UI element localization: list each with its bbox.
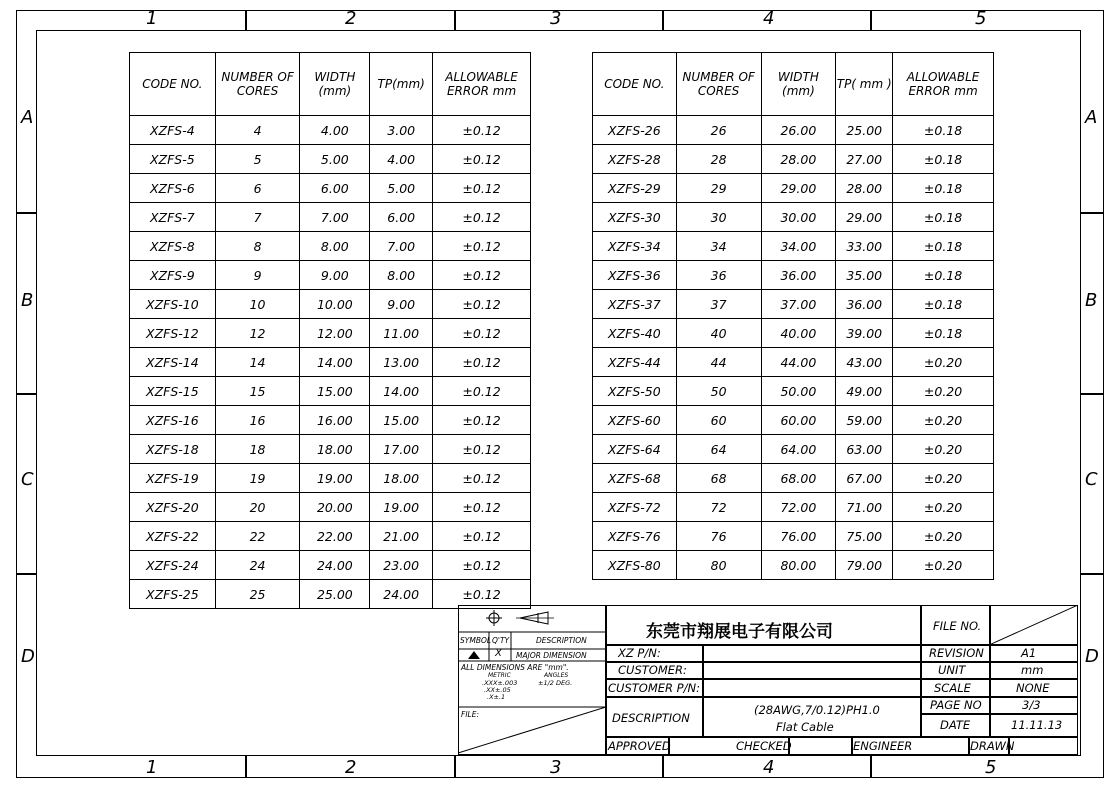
header-number-of-cores: NUMBER OF CORES — [676, 53, 761, 116]
cell-tp: 28.00 — [836, 174, 893, 203]
metric-label: METRIC — [488, 672, 511, 679]
zone-right-a: A — [1085, 107, 1098, 128]
cell-cores: 29 — [676, 174, 761, 203]
zone-top-3: 3 — [550, 8, 562, 29]
angles-label: ANGLES — [544, 672, 569, 679]
checked-label: CHECKED — [736, 739, 792, 753]
file-label: FILE: — [461, 710, 479, 719]
cell-tp: 11.00 — [370, 319, 433, 348]
cell-error: ±0.18 — [893, 145, 994, 174]
cell-code-no: XZFS-8 — [130, 232, 216, 261]
cell-tp: 43.00 — [836, 348, 893, 377]
zone-bottom-2: 2 — [345, 757, 357, 778]
zone-bottom-5: 5 — [985, 757, 997, 778]
cell-cores: 20 — [215, 493, 300, 522]
cell-error: ±0.12 — [433, 319, 531, 348]
engineer-label: ENGINEER — [853, 739, 913, 753]
header-number-of-cores: NUMBER OF CORES — [215, 53, 300, 116]
cell-cores: 5 — [215, 145, 300, 174]
table-row — [593, 522, 994, 551]
tolerance-x: .X±.1 — [487, 693, 506, 701]
cell-code-no: XZFS-50 — [593, 377, 677, 406]
cell-width: 34.00 — [761, 232, 836, 261]
cell-width: 8.00 — [300, 232, 370, 261]
unit-label: UNIT — [938, 663, 966, 677]
cell-cores: 40 — [676, 319, 761, 348]
cell-error: ±0.20 — [893, 551, 994, 580]
table-row — [593, 290, 994, 319]
desc-header: DESCRIPTION — [536, 636, 587, 645]
cell-width: 37.00 — [761, 290, 836, 319]
cell-cores: 36 — [676, 261, 761, 290]
cell-tp: 27.00 — [836, 145, 893, 174]
header-allowable-error: ALLOWABLE ERROR mm — [893, 53, 994, 116]
cell-cores: 50 — [676, 377, 761, 406]
cell-tp: 7.00 — [370, 232, 433, 261]
cell-code-no: XZFS-22 — [130, 522, 216, 551]
customer-pn-label: CUSTOMER P/N: — [608, 681, 700, 695]
zone-bottom-3: 3 — [550, 757, 562, 778]
cell-error: ±0.12 — [433, 290, 531, 319]
table-row — [130, 377, 531, 406]
cell-code-no: XZFS-37 — [593, 290, 677, 319]
cell-code-no: XZFS-6 — [130, 174, 216, 203]
cell-error: ±0.12 — [433, 406, 531, 435]
zone-divider — [16, 212, 36, 214]
file-no-diagonal — [989, 605, 1078, 645]
cell-code-no: XZFS-15 — [130, 377, 216, 406]
table-row — [130, 406, 531, 435]
qty-value: X — [495, 648, 502, 659]
cell-code-no: XZFS-40 — [593, 319, 677, 348]
cell-cores: 30 — [676, 203, 761, 232]
cell-cores: 12 — [215, 319, 300, 348]
description-line-1: (28AWG,7/0.12)PH1.0 — [754, 703, 880, 717]
cell-tp: 49.00 — [836, 377, 893, 406]
zone-divider — [1081, 393, 1104, 395]
cell-error: ±0.12 — [433, 551, 531, 580]
zone-divider — [245, 756, 247, 778]
drawn-label: DRAWN — [970, 739, 1015, 753]
cell-width: 24.00 — [300, 551, 370, 580]
cell-width: 68.00 — [761, 464, 836, 493]
table-row — [130, 348, 531, 377]
table-row — [593, 174, 994, 203]
table-row — [593, 551, 994, 580]
approved-label: APPROVED — [608, 739, 671, 753]
cell-cores: 4 — [215, 116, 300, 145]
cell-cores: 8 — [215, 232, 300, 261]
file-no-label: FILE NO. — [933, 619, 982, 633]
cell-tp: 71.00 — [836, 493, 893, 522]
cell-tp: 4.00 — [370, 145, 433, 174]
zone-top-2: 2 — [345, 8, 357, 29]
zone-divider — [1081, 573, 1104, 575]
cell-error: ±0.20 — [893, 348, 994, 377]
table-row — [593, 348, 994, 377]
header-width: WIDTH (mm) — [761, 53, 836, 116]
zone-divider — [454, 10, 456, 30]
table-row — [130, 261, 531, 290]
cell-code-no: XZFS-18 — [130, 435, 216, 464]
cell-width: 22.00 — [300, 522, 370, 551]
table-row — [593, 145, 994, 174]
table-row — [130, 319, 531, 348]
cell-width: 64.00 — [761, 435, 836, 464]
header-tp: TP( mm ) — [836, 53, 893, 116]
cell-width: 5.00 — [300, 145, 370, 174]
cell-error: ±0.12 — [433, 522, 531, 551]
table-row — [593, 203, 994, 232]
table-header-row — [130, 53, 531, 116]
cell-cores: 60 — [676, 406, 761, 435]
cell-tp: 13.00 — [370, 348, 433, 377]
cell-error: ±0.18 — [893, 116, 994, 145]
cell-cores: 9 — [215, 261, 300, 290]
qty-header: Q'TY — [492, 636, 510, 645]
table-row — [130, 493, 531, 522]
cell-width: 4.00 — [300, 116, 370, 145]
cell-code-no: XZFS-44 — [593, 348, 677, 377]
cell-tp: 33.00 — [836, 232, 893, 261]
cell-code-no: XZFS-20 — [130, 493, 216, 522]
cell-tp: 8.00 — [370, 261, 433, 290]
cell-code-no: XZFS-14 — [130, 348, 216, 377]
angle-tolerance: ±1/2 DEG. — [538, 679, 573, 687]
zone-divider — [870, 756, 872, 778]
zone-top-1: 1 — [146, 8, 158, 29]
cell-width: 44.00 — [761, 348, 836, 377]
cell-cores: 16 — [215, 406, 300, 435]
label-divider — [702, 645, 704, 697]
cell-error: ±0.20 — [893, 377, 994, 406]
cell-cores: 26 — [676, 116, 761, 145]
cell-tp: 75.00 — [836, 522, 893, 551]
cell-cores: 44 — [676, 348, 761, 377]
zone-bottom-4: 4 — [763, 757, 775, 778]
cell-code-no: XZFS-68 — [593, 464, 677, 493]
revision-label: REVISION — [929, 646, 984, 660]
cell-code-no: XZFS-72 — [593, 493, 677, 522]
cell-code-no: XZFS-4 — [130, 116, 216, 145]
cell-code-no: XZFS-9 — [130, 261, 216, 290]
table-row — [130, 203, 531, 232]
cell-error: ±0.20 — [893, 406, 994, 435]
zone-top-4: 4 — [763, 8, 775, 29]
table-row — [593, 377, 994, 406]
zone-left-b: B — [21, 290, 34, 311]
cell-tp: 5.00 — [370, 174, 433, 203]
zone-left-d: D — [21, 646, 35, 667]
table-row — [593, 319, 994, 348]
header-tp: TP(mm) — [370, 53, 433, 116]
cell-width: 60.00 — [761, 406, 836, 435]
cell-error: ±0.12 — [433, 580, 531, 609]
table-row — [130, 145, 531, 174]
zone-top-5: 5 — [975, 8, 987, 29]
cell-tp: 39.00 — [836, 319, 893, 348]
cell-error: ±0.12 — [433, 377, 531, 406]
cell-code-no: XZFS-25 — [130, 580, 216, 609]
cell-tp: 3.00 — [370, 116, 433, 145]
cell-width: 14.00 — [300, 348, 370, 377]
cell-code-no: XZFS-24 — [130, 551, 216, 580]
cell-cores: 80 — [676, 551, 761, 580]
cell-width: 72.00 — [761, 493, 836, 522]
date-label: DATE — [940, 718, 971, 732]
cell-error: ±0.12 — [433, 493, 531, 522]
cell-error: ±0.18 — [893, 261, 994, 290]
dims-note: ALL DIMENSIONS ARE "mm". — [461, 663, 569, 672]
cell-width: 6.00 — [300, 174, 370, 203]
zone-divider — [16, 393, 36, 395]
zone-left-a: A — [21, 107, 34, 128]
table-row — [130, 464, 531, 493]
cell-error: ±0.18 — [893, 232, 994, 261]
cell-error: ±0.12 — [433, 203, 531, 232]
cell-error: ±0.20 — [893, 435, 994, 464]
cell-width: 29.00 — [761, 174, 836, 203]
cell-cores: 18 — [215, 435, 300, 464]
cell-code-no: XZFS-29 — [593, 174, 677, 203]
zone-right-b: B — [1085, 290, 1098, 311]
cell-cores: 19 — [215, 464, 300, 493]
cell-tp: 25.00 — [836, 116, 893, 145]
cell-width: 36.00 — [761, 261, 836, 290]
xz-pn-label: XZ P/N: — [618, 646, 661, 660]
table-row — [130, 232, 531, 261]
cell-width: 16.00 — [300, 406, 370, 435]
cell-width: 80.00 — [761, 551, 836, 580]
cell-cores: 15 — [215, 377, 300, 406]
table-row — [130, 551, 531, 580]
cell-error: ±0.12 — [433, 145, 531, 174]
page-no-value: 3/3 — [1022, 698, 1041, 712]
cell-cores: 76 — [676, 522, 761, 551]
cell-tp: 36.00 — [836, 290, 893, 319]
cell-code-no: XZFS-76 — [593, 522, 677, 551]
cell-width: 50.00 — [761, 377, 836, 406]
cell-width: 12.00 — [300, 319, 370, 348]
tolerance-xx: .XX±.05 — [484, 686, 511, 694]
cell-tp: 59.00 — [836, 406, 893, 435]
cell-tp: 24.00 — [370, 580, 433, 609]
cell-cores: 72 — [676, 493, 761, 522]
cell-cores: 24 — [215, 551, 300, 580]
cell-error: ±0.18 — [893, 319, 994, 348]
cell-cores: 7 — [215, 203, 300, 232]
table-row — [593, 435, 994, 464]
cell-code-no: XZFS-60 — [593, 406, 677, 435]
cell-width: 19.00 — [300, 464, 370, 493]
cell-error: ±0.18 — [893, 203, 994, 232]
cell-code-no: XZFS-30 — [593, 203, 677, 232]
cell-width: 25.00 — [300, 580, 370, 609]
cell-error: ±0.18 — [893, 290, 994, 319]
cell-code-no: XZFS-5 — [130, 145, 216, 174]
zone-right-c: C — [1085, 469, 1098, 490]
company-name: 东莞市翔展电子有限公司 — [646, 622, 833, 642]
table-row — [593, 464, 994, 493]
cell-code-no: XZFS-12 — [130, 319, 216, 348]
cell-tp: 29.00 — [836, 203, 893, 232]
cell-tp: 18.00 — [370, 464, 433, 493]
tolerance-xxx: .XXX±.003 — [482, 679, 518, 687]
cell-cores: 28 — [676, 145, 761, 174]
cell-cores: 10 — [215, 290, 300, 319]
table-row — [130, 522, 531, 551]
cell-code-no: XZFS-34 — [593, 232, 677, 261]
cell-error: ±0.12 — [433, 435, 531, 464]
scale-value: NONE — [1016, 681, 1050, 695]
cell-cores: 64 — [676, 435, 761, 464]
header-code-no: CODE NO. — [130, 53, 216, 116]
description-label: DESCRIPTION — [612, 711, 690, 725]
cell-code-no: XZFS-80 — [593, 551, 677, 580]
description-line-2: Flat Cable — [776, 720, 834, 734]
cell-code-no: XZFS-19 — [130, 464, 216, 493]
cell-error: ±0.12 — [433, 464, 531, 493]
cell-width: 20.00 — [300, 493, 370, 522]
zone-divider — [1081, 212, 1104, 214]
cell-tp: 15.00 — [370, 406, 433, 435]
cell-width: 40.00 — [761, 319, 836, 348]
table-header-row — [593, 53, 994, 116]
zone-right-d: D — [1085, 646, 1099, 667]
cell-cores: 14 — [215, 348, 300, 377]
cell-tp: 9.00 — [370, 290, 433, 319]
cell-code-no: XZFS-16 — [130, 406, 216, 435]
cell-error: ±0.18 — [893, 174, 994, 203]
cell-width: 7.00 — [300, 203, 370, 232]
cell-tp: 17.00 — [370, 435, 433, 464]
right-spec-table — [592, 52, 994, 580]
cell-code-no: XZFS-64 — [593, 435, 677, 464]
cell-error: ±0.12 — [433, 261, 531, 290]
cell-cores: 25 — [215, 580, 300, 609]
desc-value: MAJOR DIMENSION — [516, 651, 587, 660]
scale-label: SCALE — [934, 681, 971, 695]
table-row — [593, 116, 994, 145]
cell-width: 76.00 — [761, 522, 836, 551]
cell-width: 9.00 — [300, 261, 370, 290]
table-row — [593, 493, 994, 522]
table-row — [130, 435, 531, 464]
cell-code-no: XZFS-36 — [593, 261, 677, 290]
cell-tp: 19.00 — [370, 493, 433, 522]
zone-divider — [662, 756, 664, 778]
cell-width: 18.00 — [300, 435, 370, 464]
description-divider — [702, 697, 704, 737]
cell-code-no: XZFS-28 — [593, 145, 677, 174]
cell-error: ±0.12 — [433, 232, 531, 261]
date-value: 11.11.13 — [1011, 718, 1063, 732]
table-row — [593, 232, 994, 261]
table-row — [130, 116, 531, 145]
cell-cores: 22 — [215, 522, 300, 551]
cell-width: 10.00 — [300, 290, 370, 319]
left-spec-table — [129, 52, 531, 609]
header-width: WIDTH (mm) — [300, 53, 370, 116]
zone-divider — [245, 10, 247, 30]
cell-tp: 67.00 — [836, 464, 893, 493]
cell-error: ±0.20 — [893, 493, 994, 522]
zone-divider — [662, 10, 664, 30]
customer-label: CUSTOMER: — [618, 663, 687, 677]
cell-tp: 6.00 — [370, 203, 433, 232]
cell-code-no: XZFS-7 — [130, 203, 216, 232]
cell-tp: 23.00 — [370, 551, 433, 580]
table-row — [130, 174, 531, 203]
cell-cores: 37 — [676, 290, 761, 319]
cell-error: ±0.20 — [893, 522, 994, 551]
page-no-label: PAGE NO — [930, 698, 982, 712]
cell-error: ±0.12 — [433, 348, 531, 377]
header-code-no: CODE NO. — [593, 53, 677, 116]
table-row — [593, 261, 994, 290]
table-row — [130, 290, 531, 319]
zone-divider — [870, 10, 872, 30]
cell-cores: 34 — [676, 232, 761, 261]
header-allowable-error: ALLOWABLE ERROR mm — [433, 53, 531, 116]
cell-error: ±0.12 — [433, 116, 531, 145]
table-row — [593, 406, 994, 435]
cell-tp: 21.00 — [370, 522, 433, 551]
cell-tp: 14.00 — [370, 377, 433, 406]
cell-tp: 63.00 — [836, 435, 893, 464]
zone-divider — [454, 756, 456, 778]
revision-value: A1 — [1021, 646, 1037, 660]
cell-width: 30.00 — [761, 203, 836, 232]
symbol-header: SYMBOL — [460, 636, 492, 645]
cell-width: 15.00 — [300, 377, 370, 406]
unit-value: mm — [1021, 663, 1044, 677]
cell-code-no: XZFS-10 — [130, 290, 216, 319]
cell-code-no: XZFS-26 — [593, 116, 677, 145]
cell-error: ±0.12 — [433, 174, 531, 203]
cell-width: 28.00 — [761, 145, 836, 174]
zone-left-c: C — [21, 469, 34, 490]
title-block — [458, 605, 1078, 755]
zone-bottom-1: 1 — [146, 757, 158, 778]
cell-cores: 68 — [676, 464, 761, 493]
projection-symbol-icon — [458, 605, 606, 755]
cell-width: 26.00 — [761, 116, 836, 145]
cell-tp: 79.00 — [836, 551, 893, 580]
cell-cores: 6 — [215, 174, 300, 203]
cell-tp: 35.00 — [836, 261, 893, 290]
cell-error: ±0.20 — [893, 464, 994, 493]
zone-divider — [16, 573, 36, 575]
